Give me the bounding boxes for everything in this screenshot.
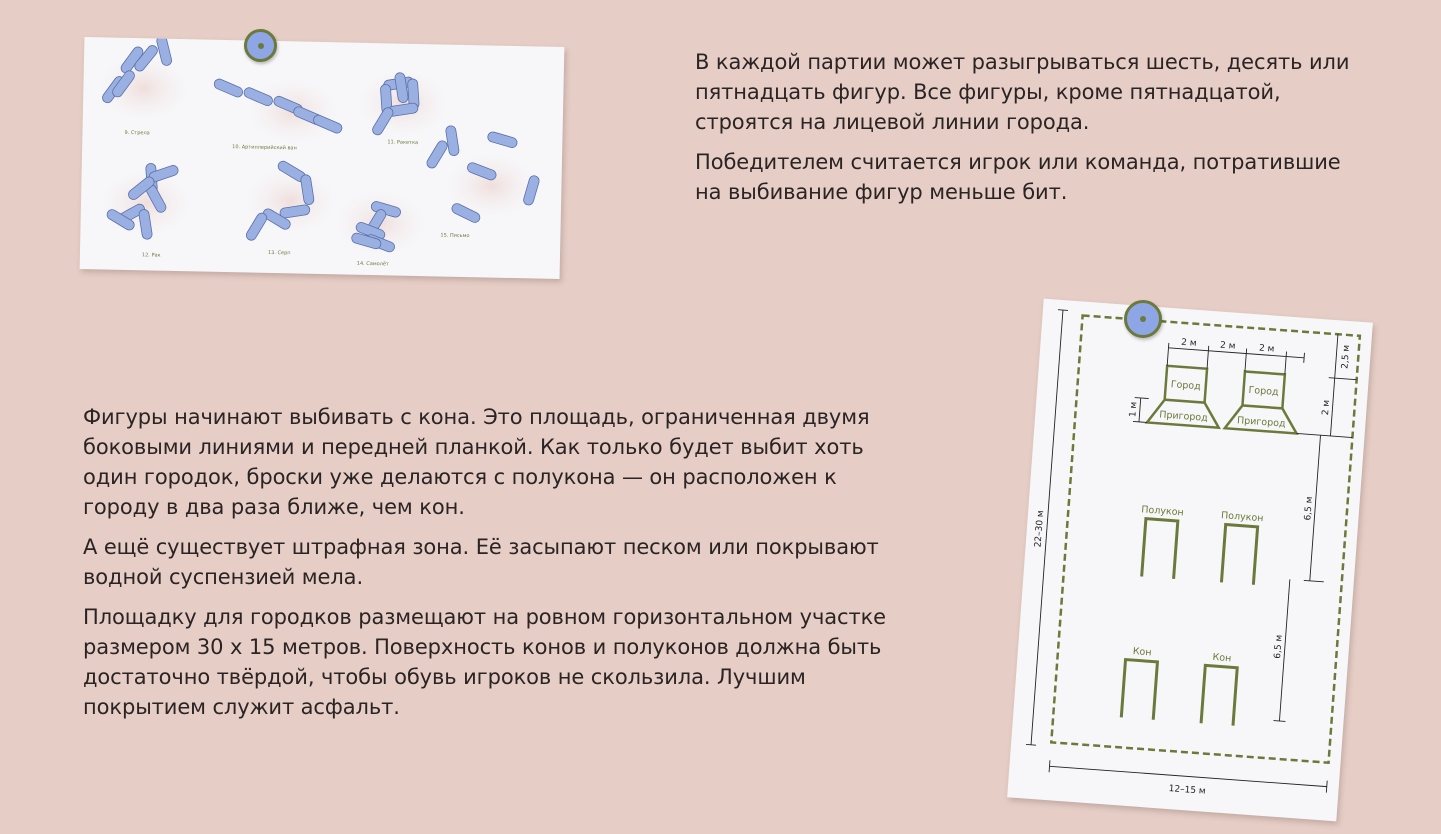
figure-caption: 14. Самолёт <box>356 260 389 268</box>
pin-icon <box>1124 300 1162 338</box>
dim-right-mid-label: 6,5 м <box>1303 496 1315 521</box>
figure-caption: 15. Письмо <box>440 232 470 240</box>
figure-caption: 13. Серп <box>267 249 291 257</box>
paragraph: Площадку для городков размещают на ровном горизонтальном участке размером 30 х 15 метров. Поверхность конов и полуконов должна быть достаточно твёрдой, чтобы обувь игроков не скользила. Лучшим покрытием служит асфальт. <box>83 605 887 719</box>
figure-caption: 9. Стрела <box>124 129 150 137</box>
dim-right-low-label: 6,5 м <box>1273 634 1285 660</box>
kon-right <box>1201 665 1237 725</box>
dim-top-segment: 2 м <box>1258 343 1275 355</box>
dim-length-label: 22–30 м <box>1033 510 1047 548</box>
paragraph: Победителем считается игрок или команда, потратившие на выбивание фигур меньше бит. <box>695 150 1341 204</box>
kon-label: Кон <box>1212 651 1232 665</box>
dim-top-segment: 2 м <box>1219 340 1236 352</box>
dim-left-city-label: 1 м <box>1128 401 1140 418</box>
figures-illustration <box>80 37 565 279</box>
kon-left <box>1121 660 1157 720</box>
pin-icon <box>244 29 277 62</box>
city-label: Город <box>1170 379 1202 393</box>
half-kon-left <box>1142 519 1178 579</box>
dim-width-label: 12–15 м <box>1168 784 1206 797</box>
dim-right-top-label: 2,5 м <box>1340 344 1353 370</box>
figure-caption: 11. Ракетка <box>387 139 419 147</box>
dim-top-segment: 2 м <box>1180 337 1197 349</box>
rules-text <box>83 402 903 732</box>
figure-caption: 12. Рак <box>141 252 161 259</box>
gorodok-stick <box>213 78 245 99</box>
half-kon-label: Полукон <box>1140 504 1185 519</box>
paragraph: А ещё существует штрафная зона. Её засыпают песком или покрывают водной суспензией мела. <box>83 535 879 589</box>
kon-label: Кон <box>1132 646 1152 659</box>
suburb-label: Пригород <box>1158 409 1209 424</box>
gorodok-stick <box>445 125 459 156</box>
half-kon-right <box>1221 525 1257 585</box>
dim-right-city-label: 2 м <box>1320 399 1333 416</box>
suburb-label: Пригород <box>1236 415 1286 430</box>
paragraph: В каждой партии может разыгрываться шесть, десять или пятнадцать фигур. Все фигуры, кроме пятнадцатой, строятся на лицевой линии города. <box>695 50 1350 134</box>
half-kon-label: Полукон <box>1220 510 1264 525</box>
city-label: Город <box>1248 384 1279 399</box>
intro-text <box>695 47 1355 217</box>
figures-illustration-card <box>80 37 565 279</box>
paragraph: Фигуры начинают выбивать с кона. Это площадь, ограниченная двумя боковыми линиями и передней планкой. Как только будет выбит хоть один городок, броски уже делаются с полукона — он расположен к городу в два раза ближе, чем кон. <box>83 405 870 519</box>
field-diagram-card <box>1007 299 1373 822</box>
figure-caption: 10. Артиллерийский ван <box>232 144 297 152</box>
field-diagram <box>1007 299 1373 822</box>
